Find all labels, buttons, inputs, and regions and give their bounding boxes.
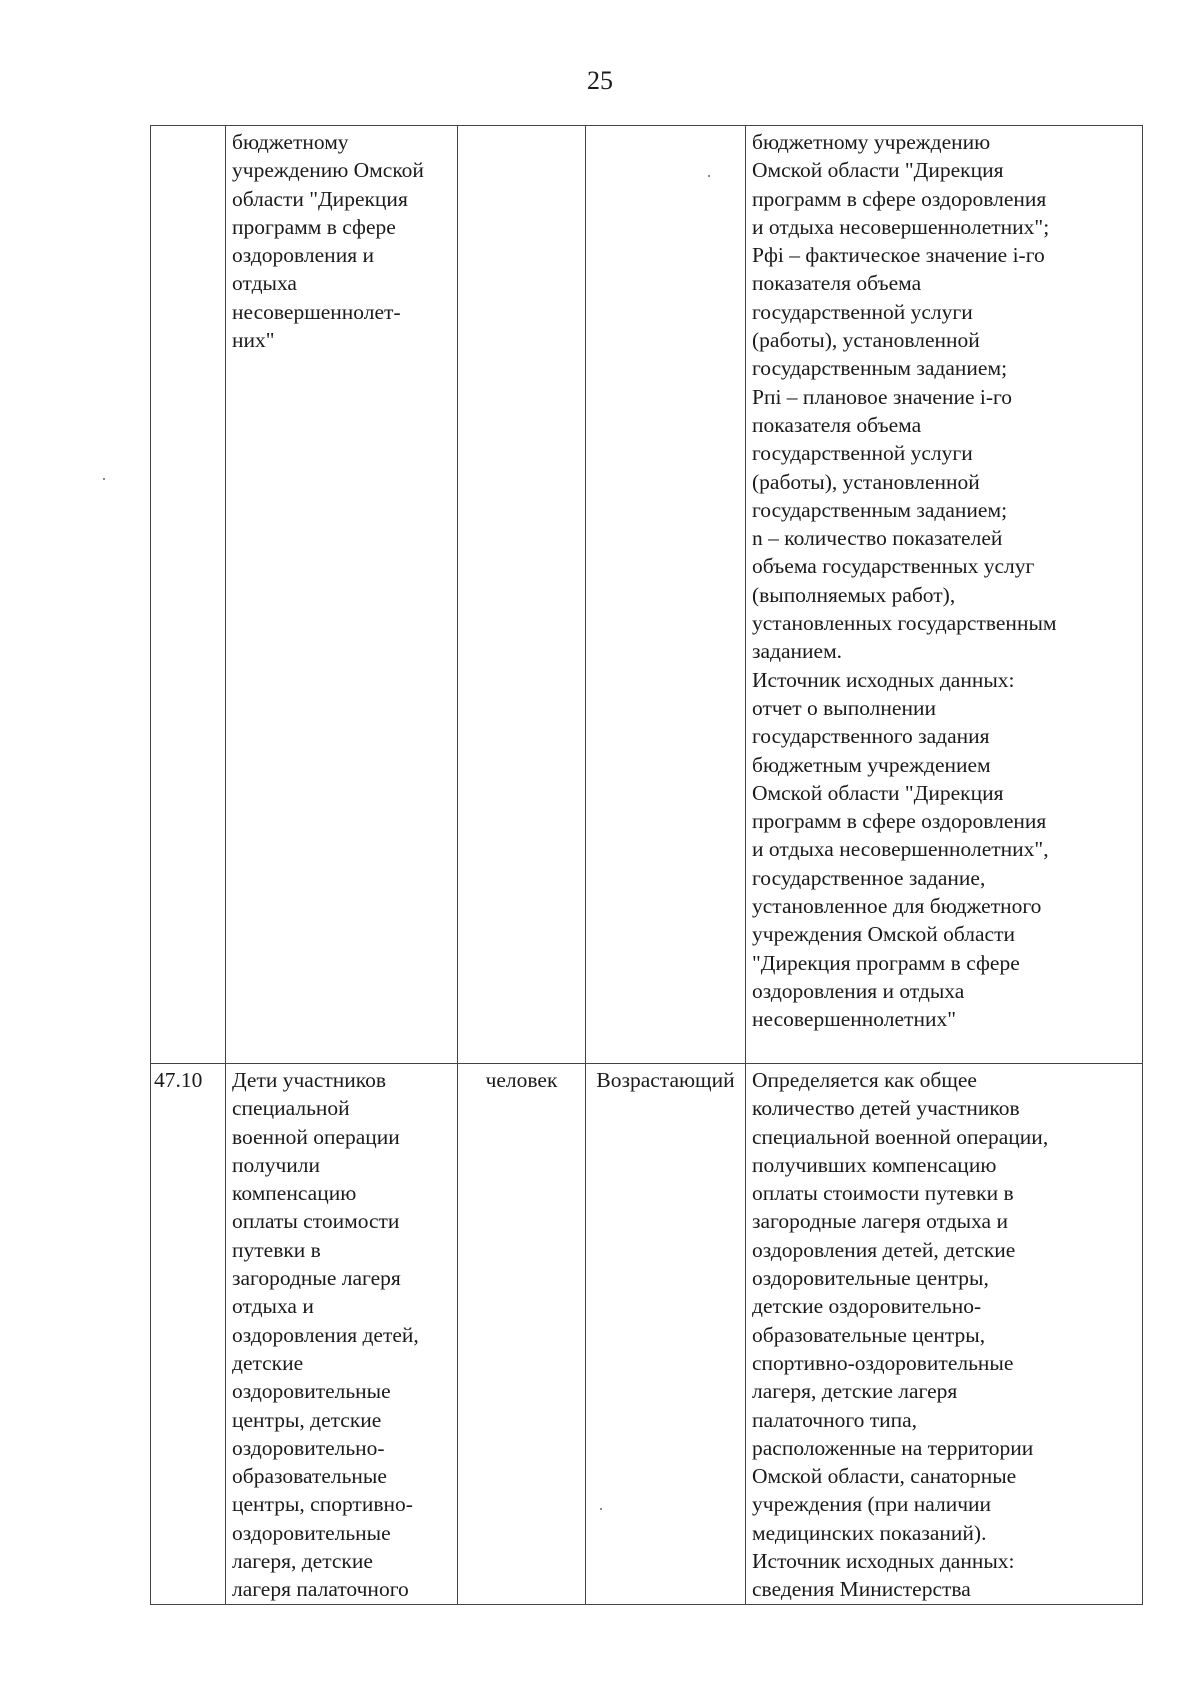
method-cell [746, 1064, 1143, 1605]
row-number-cell [151, 126, 226, 1064]
calculation-method: бюджетному учреждению Омской области "Дирекция программ в сфере оздоровления и отдыха несовершеннолетних"; Рфi – фактическое значение i-го показателя объема государственной услуги (работы), установленной государственным заданием; Рпi – плановое значение i-го показателя объема государственной услуги (работы), установленной государственным заданием; n – количество показателей объема государственных услуг (выполняемых работ), установленных государственным заданием. Источник исходных данных: отчет о выполнении государственного задания бюджетным учреждением Омской области "Дирекция программ в сфере оздоровления и отдыха несовершеннолетних", государственное задание, установленное для бюджетного учреждения Омской области "Дирекция программ в сфере оздоровления и отдыха несовершеннолетних" [752, 130, 1057, 1032]
unit-cell [458, 126, 586, 1064]
calculation-method: Определяется как общее количество детей участников специальной военной операции, получивших компенсацию оплаты стоимости путевки в загородные лагеря отдыха и оздоровления детей, детские оздоровительные центры, детские оздоровительно- образовательные центры, спортивно-оздоровительные лагеря, детские лагеря палаточного типа, расположенные на территории Омской области, санаторные учреждения (при наличии медицинских показаний). Источник исходных данных: сведения Министерства [752, 1068, 1049, 1602]
scan-speck [600, 1508, 602, 1510]
table-row [151, 1064, 1143, 1605]
indicator-name: бюджетному учреждению Омской области "Дирекция программ в сфере оздоровления и отдыха несовершеннолет- них" [232, 130, 424, 353]
direction: Возрастающий [596, 1068, 735, 1092]
indicator-name-cell [226, 1064, 458, 1605]
indicator-name: Дети участников специальной военной операции получили компенсацию оплаты стоимости путевки в загородные лагеря отдыха и оздоровления детей, детские оздоровительные центры, детские оздоровительно- образовательные центры, спортивно- оздоровительные лагеря, детские лагеря палаточного [232, 1068, 419, 1602]
row-number-cell [151, 1064, 226, 1605]
table-row [151, 126, 1143, 1064]
scan-speck [103, 478, 105, 480]
page-number: 25 [587, 66, 613, 95]
indicator-name-cell [226, 126, 458, 1064]
unit: человек [485, 1068, 558, 1092]
method-cell [746, 126, 1143, 1064]
direction-cell [586, 1064, 746, 1605]
scan-speck [708, 175, 710, 177]
direction-cell [586, 126, 746, 1064]
row-number: 47.10 [154, 1068, 203, 1092]
unit-cell [458, 1064, 586, 1605]
indicator-table [150, 125, 1143, 1605]
